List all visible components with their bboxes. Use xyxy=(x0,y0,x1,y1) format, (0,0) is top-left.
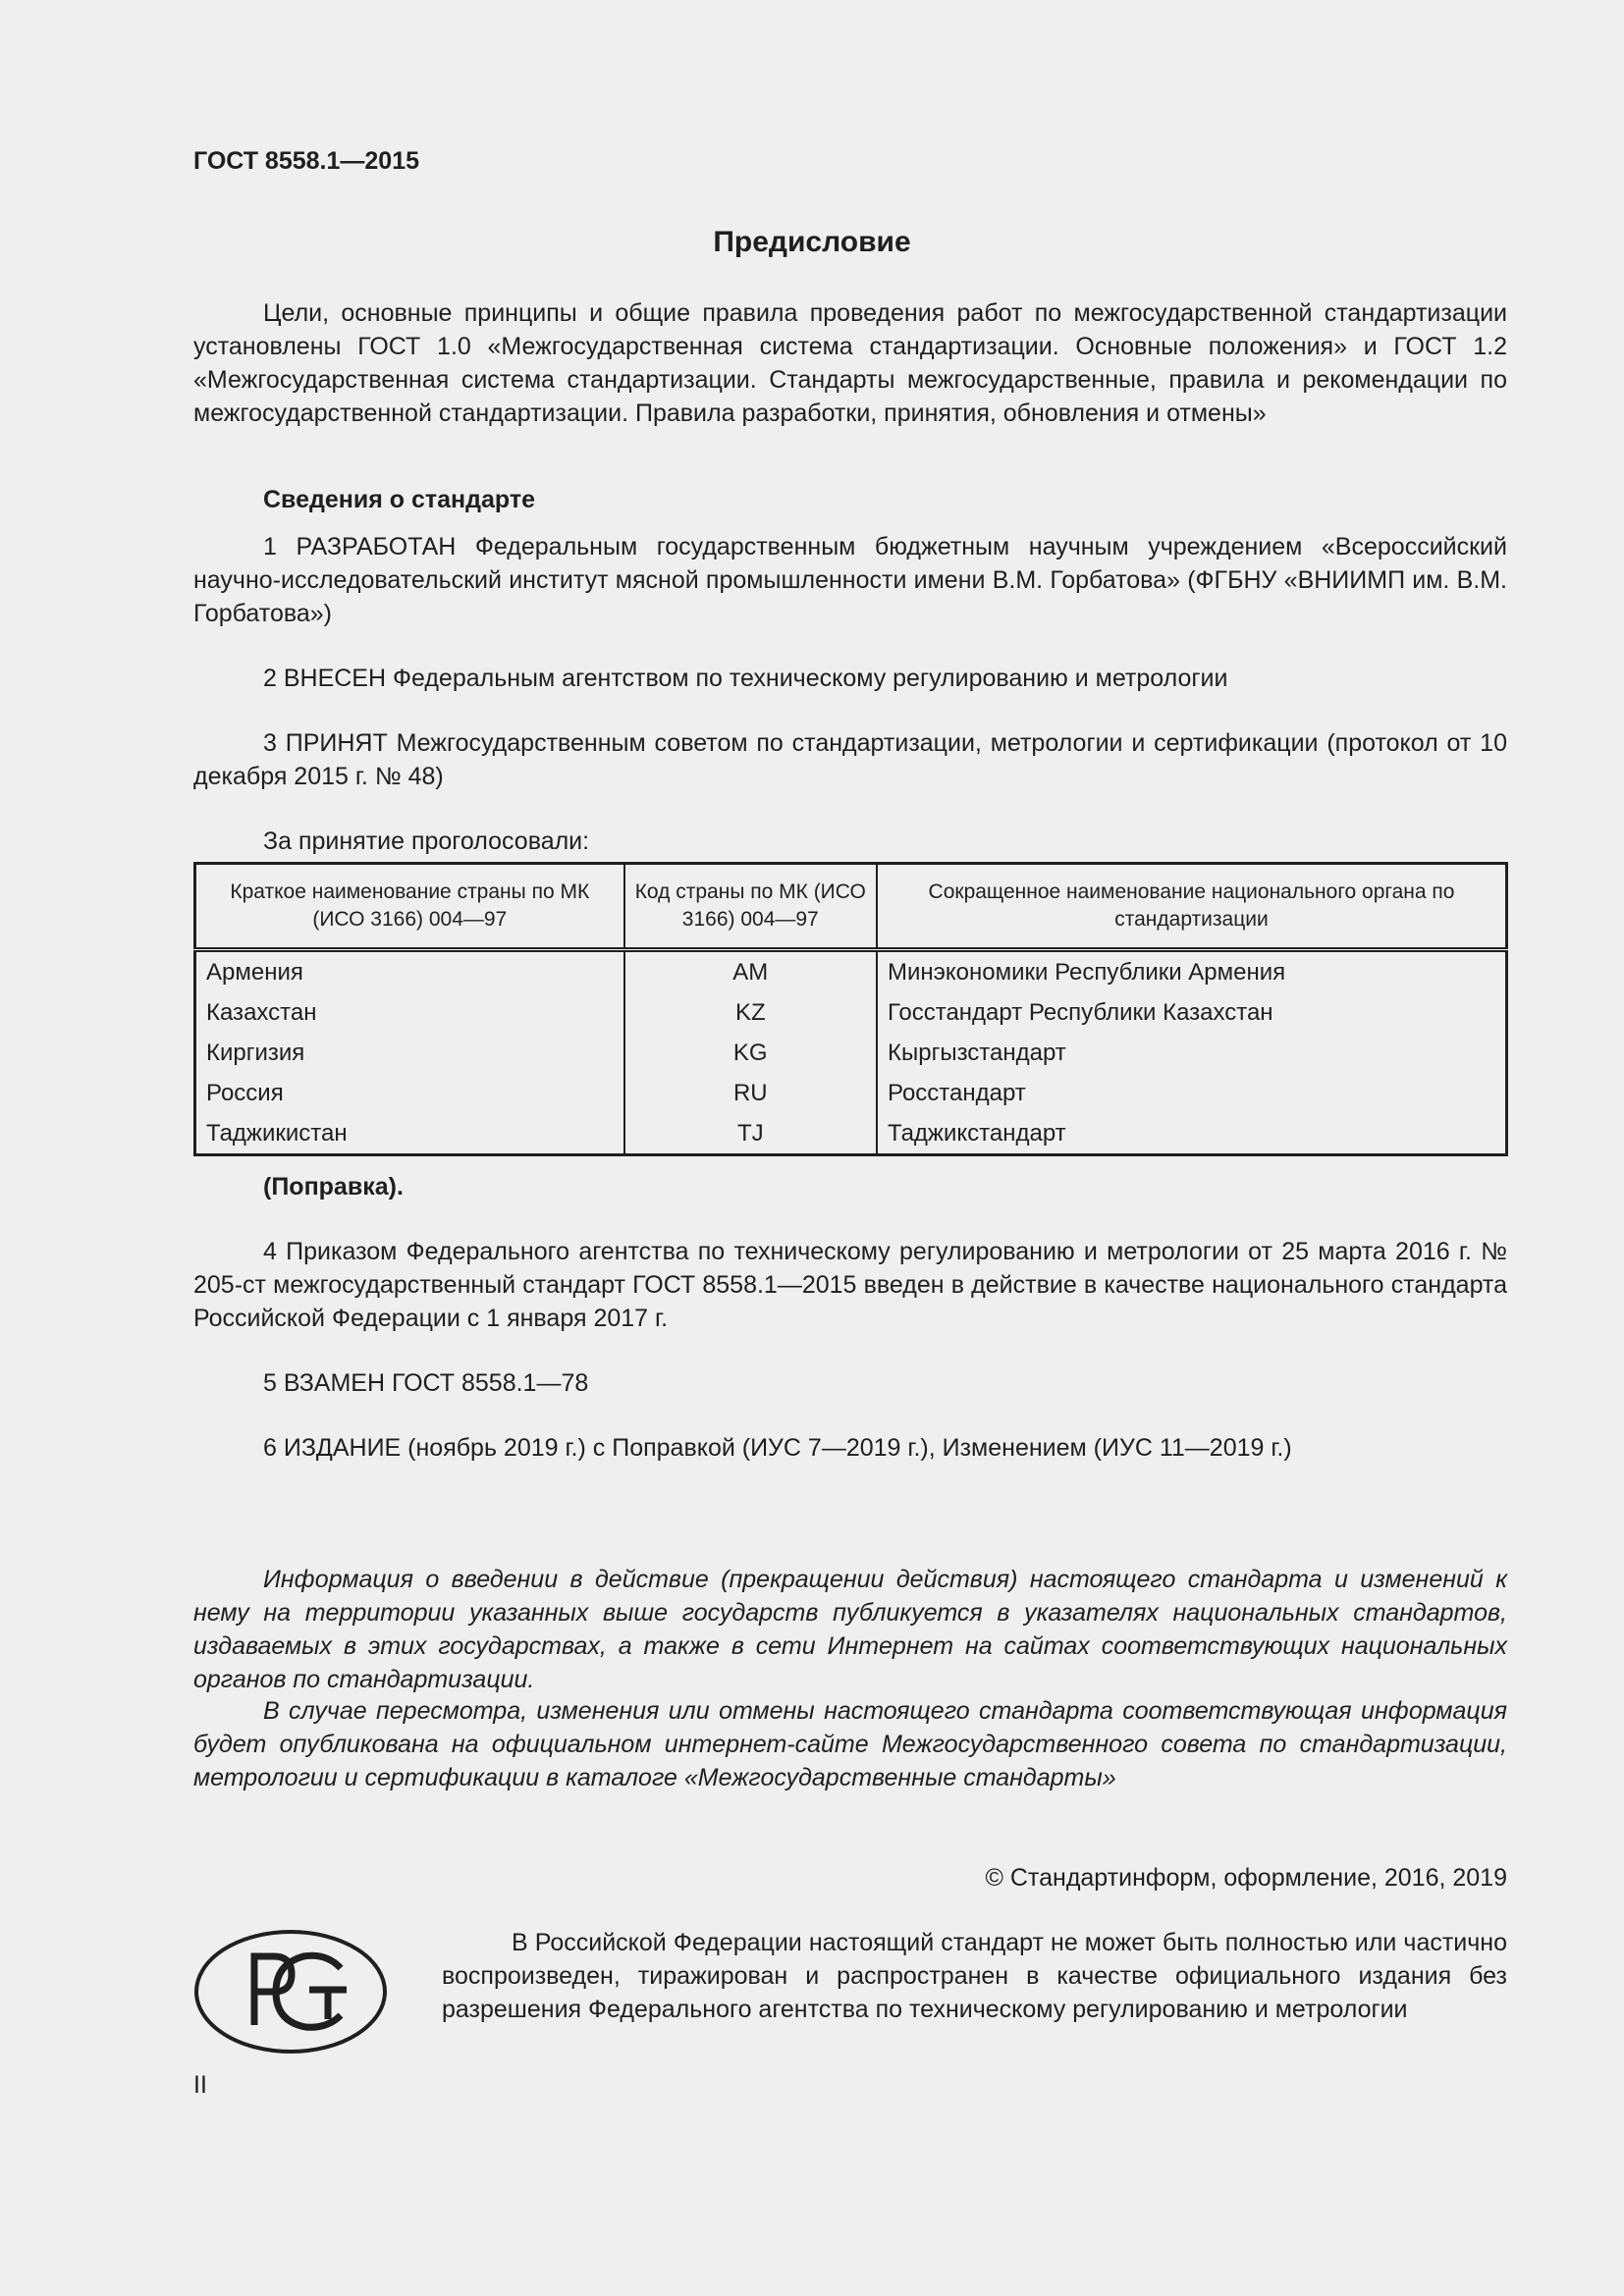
voting-table xyxy=(193,862,1508,1156)
amendment-note: (Поправка). xyxy=(263,1173,404,1201)
country-cell: Россия xyxy=(195,1073,624,1113)
notice-paragraph: Информация о введении в действие (прекращении действия) настоящего стандарта и изменений к нему на территории указанных выше государств публикуется в указателях национальных стандартов, издаваемых в этих государствах, а также в сети Интернет на сайтах соответствующих национальных органов по стандартизации. xyxy=(193,1566,1507,1693)
agency-cell: Росстандарт xyxy=(877,1073,1507,1113)
item-order: 4 Приказом Федерального агентства по техническому регулированию и метрологии от 25 марта 2016 г. № 205-ст межгосударственный стандарт ГОСТ 8558.1—2015 введен в действие в качестве национального стандарта Российской Федерации с 1 января 2017 г. xyxy=(193,1238,1507,1332)
code-cell: AM xyxy=(624,950,877,993)
agency-cell: Кыргызстандарт xyxy=(877,1033,1507,1073)
document-header: ГОСТ 8558.1—2015 xyxy=(193,147,420,175)
code-cell: KZ xyxy=(624,992,877,1033)
item-adopted: 3 ПРИНЯТ Межгосударственным советом по стандартизации, метрологии и сертификации (протокол от 10 декабря 2015 г. № 48) xyxy=(193,729,1507,790)
rights-notice: В Российской Федерации настоящий стандарт не может быть полностью или частично воспроизведен, тиражирован и распространен в качестве официального издания без разрешения Федерального агентства по техническому регулированию и метрологии xyxy=(442,1929,1507,2023)
country-cell: Киргизия xyxy=(195,1033,624,1073)
agency-cell: Таджикстандарт xyxy=(877,1113,1507,1155)
table-row xyxy=(195,992,1507,1033)
column-header: Краткое наименование страны по МК (ИСО 3166) 004—97 xyxy=(195,864,624,950)
rst-mark-icon xyxy=(193,1929,388,2055)
country-cell: Казахстан xyxy=(195,992,624,1033)
notice-paragraph: В случае пересмотра, изменения или отмены настоящего стандарта соответствующая информация будет опубликована на официальном интернет-сайте Межгосударственного совета по стандартизации, метрологии и сертификации в каталоге «Межгосударственные стандарты» xyxy=(193,1697,1507,1791)
agency-cell: Госстандарт Республики Казахстан xyxy=(877,992,1507,1033)
country-cell: Армения xyxy=(195,950,624,993)
table-row xyxy=(195,1113,1507,1155)
column-header: Код страны по МК (ИСО 3166) 004—97 xyxy=(624,864,877,950)
info-heading: Сведения о стандарте xyxy=(263,486,536,513)
country-cell: Таджикистан xyxy=(195,1113,624,1155)
code-cell: TJ xyxy=(624,1113,877,1155)
page-title: Предисловие xyxy=(713,226,911,258)
table-header-row xyxy=(195,864,1507,950)
item-replaces: 5 ВЗАМЕН ГОСТ 8558.1—78 xyxy=(263,1369,589,1397)
code-cell: KG xyxy=(624,1033,877,1073)
copyright-line: © Стандартинформ, оформление, 2016, 2019 xyxy=(985,1864,1507,1892)
code-cell: RU xyxy=(624,1073,877,1113)
table-row xyxy=(195,1073,1507,1113)
page-number: II xyxy=(193,2071,207,2099)
table-row xyxy=(195,950,1507,993)
voted-label: За принятие проголосовали: xyxy=(263,828,590,855)
column-header: Сокращенное наименование национального органа по стандартизации xyxy=(877,864,1507,950)
agency-cell: Минэкономики Республики Армения xyxy=(877,950,1507,993)
item-introduced: 2 ВНЕСЕН Федеральным агентством по техническому регулированию и метрологии xyxy=(263,665,1228,692)
intro-paragraph: Цели, основные принципы и общие правила проведения работ по межгосударственной стандартизации установлены ГОСТ 1.0 «Межгосударственная система стандартизации. Основные положения» и ГОСТ 1.2 «Межгосударственная система стандартизации. Стандарты межгосударственные, правила и рекомендации по межгосударственной стандартизации. Правила разработки, принятия, обновления и отмены» xyxy=(193,299,1507,427)
item-edition: 6 ИЗДАНИЕ (ноябрь 2019 г.) с Поправкой (ИУС 7—2019 г.), Изменением (ИУС 11—2019 г.) xyxy=(263,1434,1292,1462)
table-row xyxy=(195,1033,1507,1073)
item-developed: 1 РАЗРАБОТАН Федеральным государственным бюджетным научным учреждением «Всероссийский научно-исследовательский институт мясной промышленности имени В.М. Горбатова» (ФГБНУ «ВНИИМП им. В.М. Горбатова») xyxy=(193,533,1507,627)
